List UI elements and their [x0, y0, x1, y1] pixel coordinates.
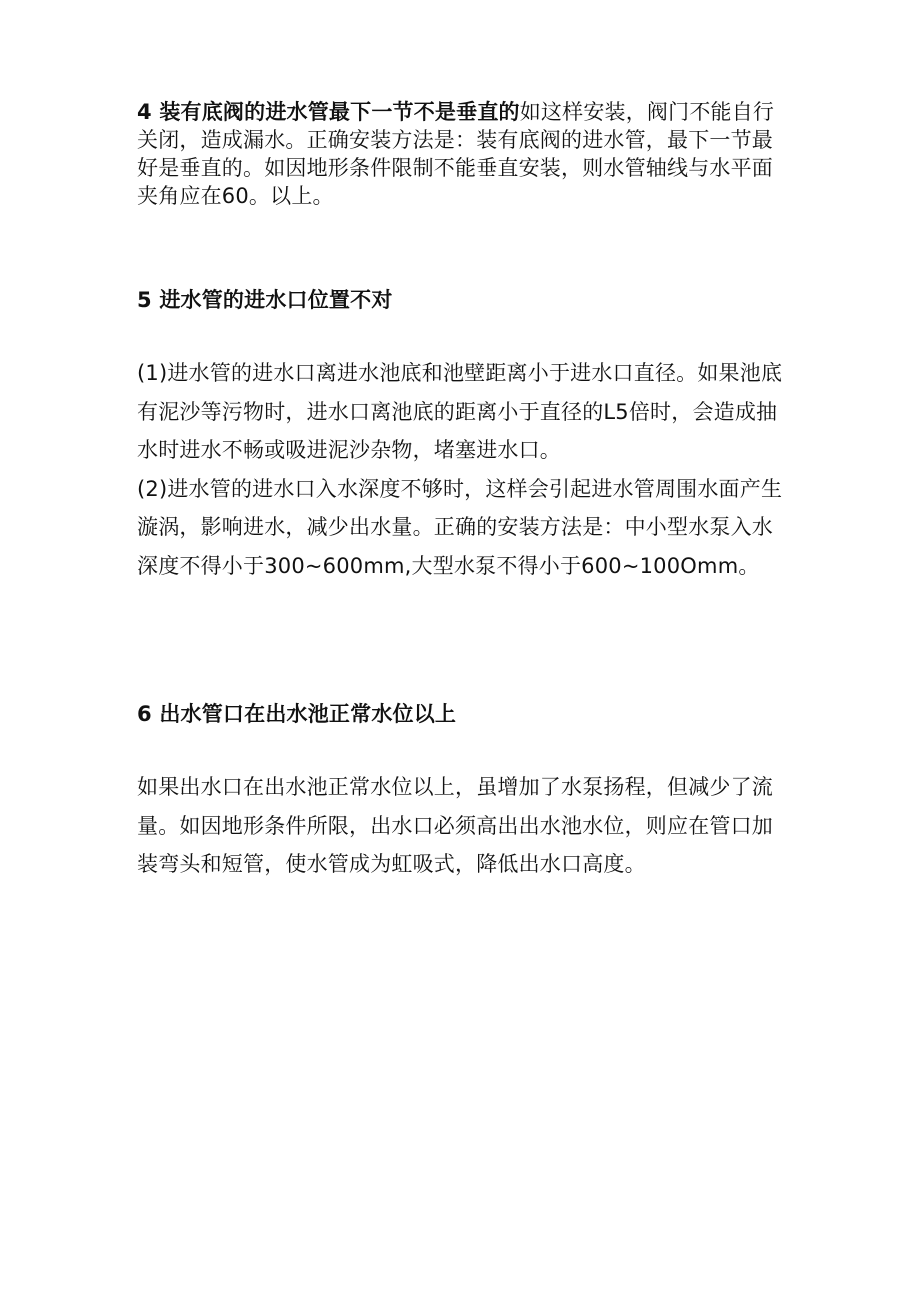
section-4-heading: 4 装有底阀的进水管最下一节不是垂直的 [137, 100, 520, 124]
section-4-paragraph [137, 98, 789, 210]
section-5-item-1: (1)进水管的进水口离进水池底和池壁距离小于进水口直径。如果池底有泥沙等污物时，进水口离池底的距离小于直径的L5倍时，会造成抽水时进水不畅或吸进泥沙杂物，堵塞进水口。 [137, 361, 783, 462]
section-6-heading: 6 出水管口在出水池正常水位以上 [137, 702, 457, 726]
section-6-body [137, 768, 789, 884]
section-5-body [137, 354, 789, 585]
section-5-item-2: (2)进水管的进水口入水深度不够时，这样会引起进水管周围水面产生漩涡，影响进水，减少出水量。正确的安装方法是：中小型水泵入水深度不得小于300~600mm,大型水泵不得小于600~100Omm。 [137, 476, 783, 578]
section-5-heading: 5 进水管的进水口位置不对 [137, 288, 393, 312]
section-4-body: 如这样安装，阀门不能自行关闭，造成漏水。正确安装方法是：装有底阀的进水管，最下一节最好是垂直的。如因地形条件限制不能垂直安装，则水管轴线与水平面夹角应在60。以上。 [137, 100, 775, 208]
section-6-paragraph: 如果出水口在出水池正常水位以上，虽增加了水泵扬程，但减少了流量。如因地形条件所限，出水口必须高出出水池水位，则应在管口加装弯头和短管，使水管成为虹吸式，降低出水口高度。 [137, 775, 773, 876]
